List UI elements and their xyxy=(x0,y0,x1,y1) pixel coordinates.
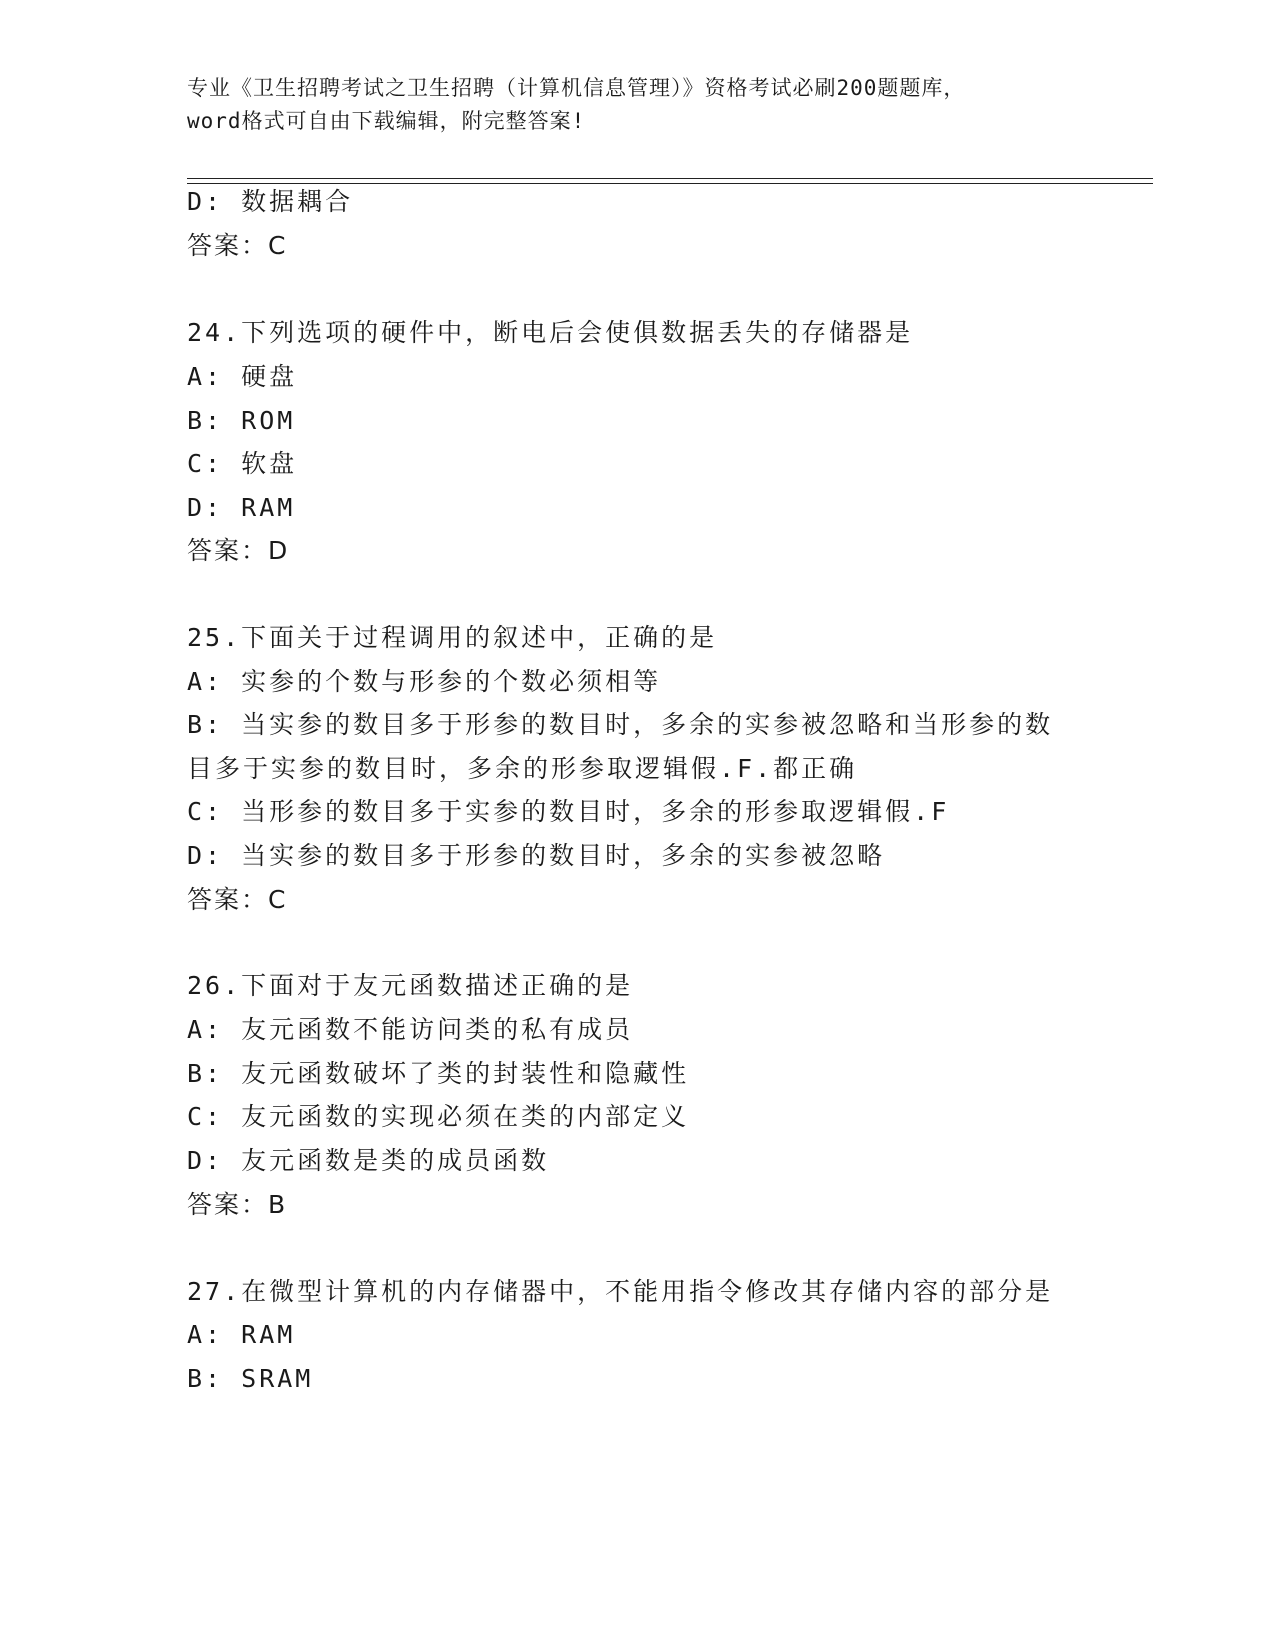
q25-option-d: D: 当实参的数目多于形参的数目时，多余的实参被忽略 xyxy=(187,841,886,870)
q27-option-a: A: RAM xyxy=(187,1320,296,1349)
q26-option-b: B: 友元函数破坏了类的封装性和隐藏性 xyxy=(187,1059,690,1088)
q26-option-a: A: 友元函数不能访问类的私有成员 xyxy=(187,1015,634,1044)
q25-option-a: A: 实参的个数与形参的个数必须相等 xyxy=(187,667,662,696)
q24-answer: 答案：D xyxy=(187,536,290,565)
q25-question: 25.下面关于过程调用的叙述中，正确的是 xyxy=(187,623,718,652)
q27-option-b: B: SRAM xyxy=(187,1364,314,1393)
q25-option-b-line-1: B: 当实参的数目多于形参的数目时，多余的实参被忽略和当形参的数 xyxy=(187,710,1054,739)
q26-option-c: C: 友元函数的实现必须在类的内部定义 xyxy=(187,1102,690,1131)
q24-question: 24.下列选项的硬件中，断电后会使俱数据丢失的存储器是 xyxy=(187,318,914,347)
header-line-2: word格式可自由下载编辑，附完整答案! xyxy=(187,109,586,133)
document-header xyxy=(187,72,1087,138)
header-divider-top xyxy=(187,178,1153,179)
q23-answer: 答案：C xyxy=(187,231,288,260)
q25-option-c: C: 当形参的数目多于实参的数目时，多余的形参取逻辑假.F xyxy=(187,797,950,826)
q26-option-d: D: 友元函数是类的成员函数 xyxy=(187,1146,550,1175)
q25-answer: 答案：C xyxy=(187,885,288,914)
header-line-1: 专业《卫生招聘考试之卫生招聘（计算机信息管理）》资格考试必刷200题题库， xyxy=(187,76,966,100)
q26-answer: 答案：B xyxy=(187,1190,288,1219)
q27-question: 27.在微型计算机的内存储器中，不能用指令修改其存储内容的部分是 xyxy=(187,1277,1054,1306)
q24-option-c: C: 软盘 xyxy=(187,449,298,478)
q23-option-d: D: 数据耦合 xyxy=(187,187,354,216)
q24-option-d: D: RAM xyxy=(187,493,296,522)
q24-option-b: B: ROM xyxy=(187,406,296,435)
q25-option-b-line-2: 目多于实参的数目时，多余的形参取逻辑假.F.都正确 xyxy=(187,754,858,783)
q24-option-a: A: 硬盘 xyxy=(187,362,298,391)
q26-question: 26.下面对于友元函数描述正确的是 xyxy=(187,971,634,1000)
header-divider-bottom xyxy=(187,183,1153,184)
